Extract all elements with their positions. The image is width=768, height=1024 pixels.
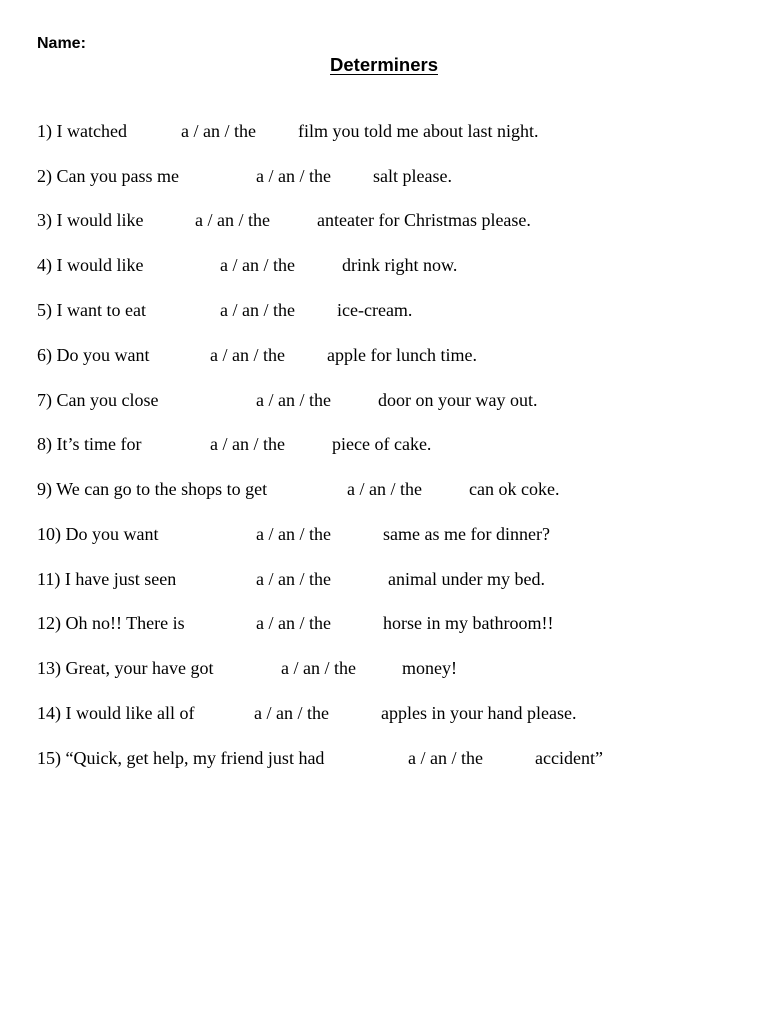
question-rest: money!: [402, 658, 457, 678]
question-row: [0, 210, 768, 234]
question-stem: 12) Oh no!! There is: [37, 613, 185, 633]
question-rest: drink right now.: [342, 255, 458, 275]
question-stem: 5) I want to eat: [37, 300, 146, 320]
determiner-choices: a / an / the: [220, 300, 295, 320]
determiner-choices: a / an / the: [181, 121, 256, 141]
determiner-choices: a / an / the: [195, 210, 270, 230]
determiner-choices: a / an / the: [281, 658, 356, 678]
question-row: [0, 434, 768, 458]
question-stem: 8) It’s time for: [37, 434, 142, 454]
determiner-choices: a / an / the: [408, 748, 483, 768]
question-rest: film you told me about last night.: [298, 121, 539, 141]
question-row: [0, 255, 768, 279]
question-stem: 1) I watched: [37, 121, 127, 141]
question-row: [0, 658, 768, 682]
determiner-choices: a / an / the: [256, 524, 331, 544]
determiner-choices: a / an / the: [210, 434, 285, 454]
question-row: [0, 524, 768, 548]
question-rest: apple for lunch time.: [327, 345, 477, 365]
question-rest: apples in your hand please.: [381, 703, 577, 723]
name-label: Name:: [37, 35, 86, 52]
determiner-choices: a / an / the: [256, 390, 331, 410]
question-stem: 9) We can go to the shops to get: [37, 479, 268, 499]
question-row: [0, 479, 768, 503]
determiner-choices: a / an / the: [220, 255, 295, 275]
question-row: [0, 748, 768, 772]
question-rest: same as me for dinner?: [383, 524, 550, 544]
determiner-choices: a / an / the: [256, 166, 331, 186]
question-stem: 4) I would like: [37, 255, 144, 275]
question-row: [0, 569, 768, 593]
question-stem: 15) “Quick, get help, my friend just had: [37, 748, 325, 768]
page-title-wrapper: [0, 54, 768, 76]
question-rest: animal under my bed.: [388, 569, 545, 589]
determiner-choices: a / an / the: [254, 703, 329, 723]
determiner-choices: a / an / the: [256, 613, 331, 633]
question-row: [0, 703, 768, 727]
determiner-choices: a / an / the: [210, 345, 285, 365]
question-stem: 11) I have just seen: [37, 569, 177, 589]
question-stem: 3) I would like: [37, 210, 144, 230]
question-row: [0, 390, 768, 414]
determiner-choices: a / an / the: [347, 479, 422, 499]
question-row: [0, 166, 768, 190]
question-rest: anteater for Christmas please.: [317, 210, 531, 230]
question-stem: 2) Can you pass me: [37, 166, 179, 186]
page-title: Determiners: [330, 54, 438, 75]
question-rest: horse in my bathroom!!: [383, 613, 554, 633]
question-row: [0, 121, 768, 145]
question-stem: 10) Do you want: [37, 524, 159, 544]
question-rest: accident”: [535, 748, 603, 768]
question-rest: piece of cake.: [332, 434, 432, 454]
question-rest: can ok coke.: [469, 479, 560, 499]
question-rest: ice-cream.: [337, 300, 413, 320]
question-rest: salt please.: [373, 166, 452, 186]
question-row: [0, 300, 768, 324]
question-stem: 7) Can you close: [37, 390, 159, 410]
determiner-choices: a / an / the: [256, 569, 331, 589]
question-row: [0, 613, 768, 637]
question-stem: 6) Do you want: [37, 345, 150, 365]
question-stem: 13) Great, your have got: [37, 658, 214, 678]
question-stem: 14) I would like all of: [37, 703, 195, 723]
question-row: [0, 345, 768, 369]
question-rest: door on your way out.: [378, 390, 538, 410]
